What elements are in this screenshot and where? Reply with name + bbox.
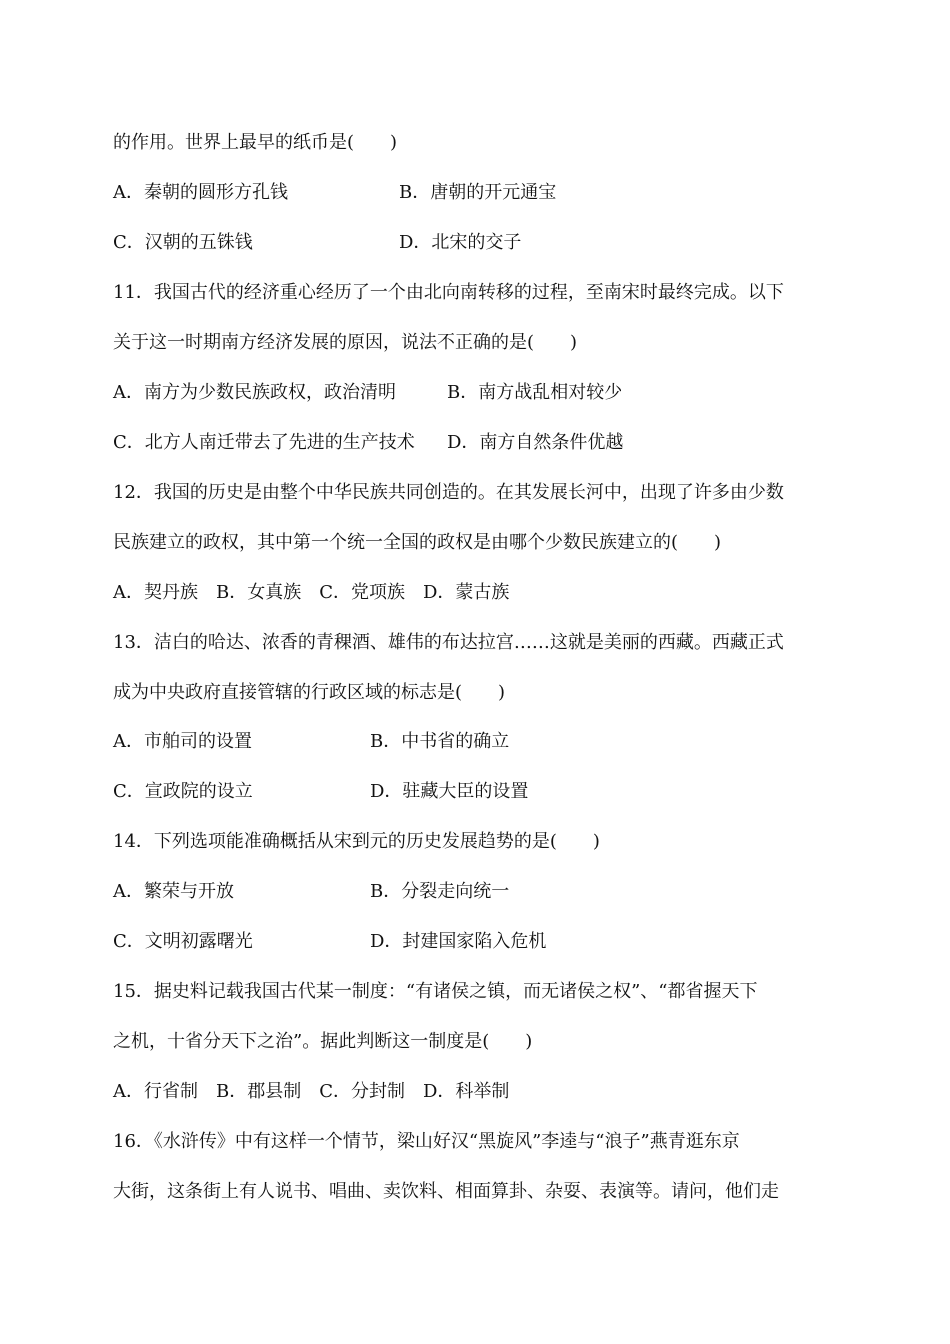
q11-stem-line-2: 关于这一时期南方经济发展的原因，说法不正确的是( ) (113, 332, 578, 353)
q13-option-a: A．市舶司的设置 (113, 731, 252, 752)
q10-option-a: A．秦朝的圆形方孔钱 (113, 182, 288, 203)
q15-stem-line-2: 之机，十省分天下之治”。据此判断这一制度是( ) (113, 1031, 533, 1052)
q16-stem-line-1: 16．《水浒传》中有这样一个情节，梁山好汉“黑旋风”李逵与“浪子”燕青逛东京 (113, 1131, 740, 1152)
q13-stem-line-1: 13．洁白的哈达、浓香的青稞酒、雄伟的布达拉宫……这就是美丽的西藏。西藏正式 (113, 632, 784, 653)
q13-options-row-1 (113, 730, 813, 754)
q13-option-d: D．驻藏大臣的设置 (370, 781, 529, 802)
q11-option-b: B．南方战乱相对较少 (447, 382, 623, 403)
q10-options-row-2 (113, 231, 813, 255)
q14-options-row-2 (113, 930, 813, 954)
q13-option-b: B．中书省的确立 (370, 731, 510, 752)
q10-option-b: B．唐朝的开元通宝 (399, 182, 557, 203)
q10-option-c: C．汉朝的五铢钱 (113, 232, 253, 253)
q11-options-row-1 (113, 381, 813, 405)
q14-option-c: C．文明初露曙光 (113, 931, 253, 952)
q11-option-d: D．南方自然条件优越 (447, 432, 624, 453)
q14-option-a: A．繁荣与开放 (113, 881, 234, 902)
q11-option-c: C．北方人南迁带去了先进的生产技术 (113, 432, 415, 453)
q12-options: A．契丹族 B．女真族 C．党项族 D．蒙古族 (113, 582, 510, 603)
q15-stem-line-1: 15．据史料记载我国古代某一制度：“有诸侯之镇，而无诸侯之权”、“都省握天下 (113, 981, 758, 1002)
q10-options-row-1 (113, 181, 813, 205)
q14-option-b: B．分裂走向统一 (370, 881, 510, 902)
q12-stem-line-2: 民族建立的政权，其中第一个统一全国的政权是由哪个少数民族建立的( ) (113, 532, 722, 553)
q11-option-a: A．南方为少数民族政权，政治清明 (113, 382, 396, 403)
q14-options-row-1 (113, 880, 813, 904)
q13-options-row-2 (113, 780, 813, 804)
q10-stem-continued: 的作用。世界上最早的纸币是( ) (113, 132, 398, 153)
q11-options-row-2 (113, 431, 813, 455)
q14-option-d: D．封建国家陷入危机 (370, 931, 547, 952)
q11-stem-line-1: 11．我国古代的经济重心经历了一个由北向南转移的过程，至南宋时最终完成。以下 (113, 282, 784, 303)
q10-option-d: D．北宋的交子 (399, 232, 522, 253)
q14-stem: 14．下列选项能准确概括从宋到元的历史发展趋势的是( ) (113, 831, 600, 852)
q13-stem-line-2: 成为中央政府直接管辖的行政区域的标志是( ) (113, 682, 506, 703)
q16-stem-line-2: 大街，这条街上有人说书、唱曲、卖饮料、相面算卦、杂耍、表演等。请问，他们走 (113, 1181, 779, 1202)
q13-option-c: C．宣政院的设立 (113, 781, 253, 802)
q15-options: A．行省制 B．郡县制 C．分封制 D．科举制 (113, 1081, 510, 1102)
q12-stem-line-1: 12．我国的历史是由整个中华民族共同创造的。在其发展长河中，出现了许多由少数 (113, 482, 784, 503)
